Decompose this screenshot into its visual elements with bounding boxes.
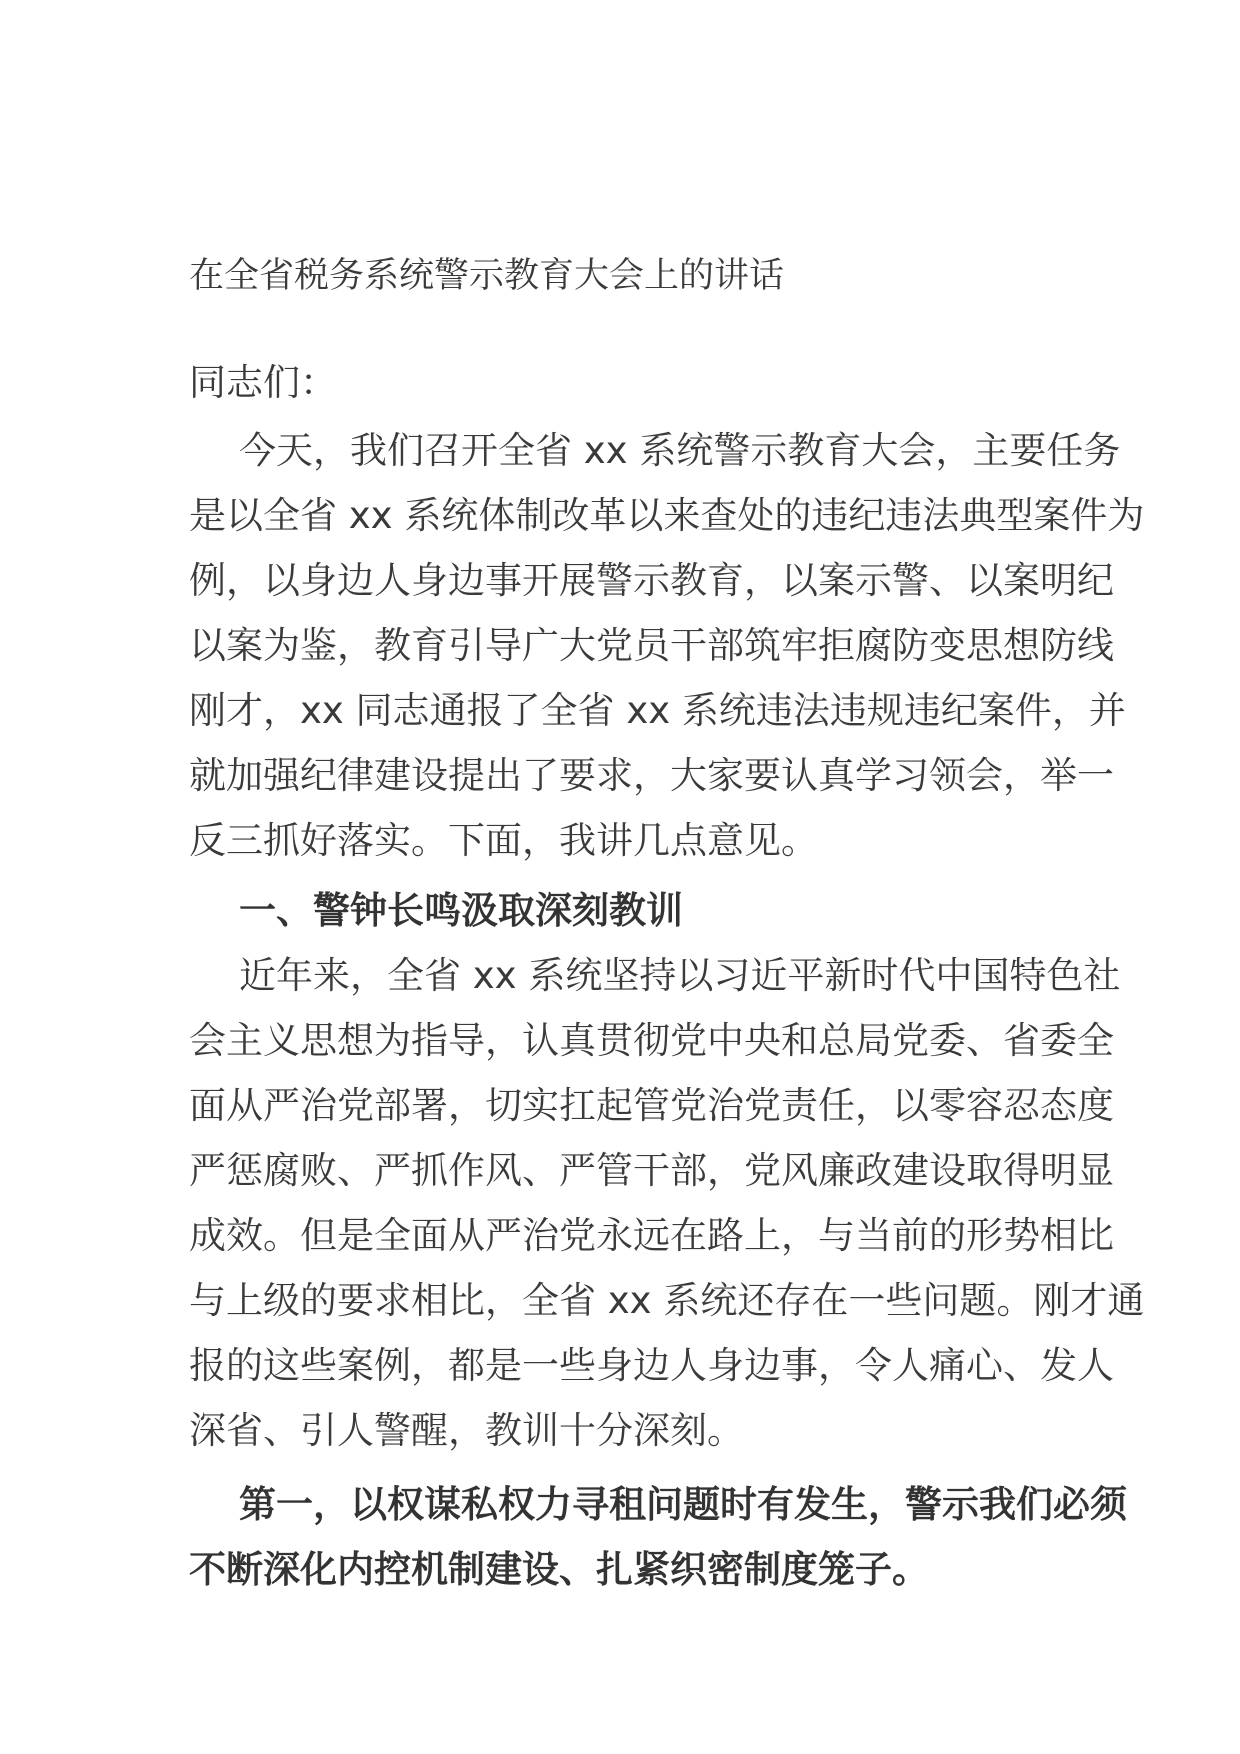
paragraph-line: 就加强纪律建设提出了要求，大家要认真学习领会，举一 bbox=[189, 754, 1114, 797]
paragraph-line: 今天，我们召开全省 xx 系统警示教育大会，主要任务 bbox=[239, 429, 1121, 472]
paragraph-line: 会主义思想为指导，认真贯彻党中央和总局党委、省委全 bbox=[189, 1019, 1114, 1062]
document-title: 在全省税务系统警示教育大会上的讲话 bbox=[189, 256, 785, 296]
paragraph-line: 与上级的要求相比，全省 xx 系统还存在一些问题。刚才通 bbox=[189, 1279, 1145, 1322]
paragraph-line: 刚才，xx 同志通报了全省 xx 系统违法违规违纪案件，并 bbox=[189, 689, 1126, 732]
point-line: 不断深化内控机制建设、扎紧织密制度笼子。 bbox=[189, 1548, 929, 1591]
paragraph-line: 例，以身边人身边事开展警示教育，以案示警、以案明纪 bbox=[189, 559, 1114, 602]
point-line: 第一，以权谋私权力寻租问题时有发生，警示我们必须 bbox=[239, 1483, 1127, 1526]
paragraph-line: 以案为鉴，教育引导广大党员干部筑牢拒腐防变思想防线 bbox=[189, 624, 1114, 667]
paragraph-line: 深省、引人警醒，教训十分深刻。 bbox=[189, 1409, 744, 1452]
paragraph-line: 是以全省 xx 系统体制改革以来查处的违纪违法典型案件为 bbox=[189, 494, 1145, 537]
paragraph-line: 报的这些案例，都是一些身边人身边事，令人痛心、发人 bbox=[189, 1344, 1114, 1387]
salutation: 同志们： bbox=[189, 361, 337, 404]
paragraph-line: 近年来，全省 xx 系统坚持以习近平新时代中国特色社 bbox=[239, 954, 1121, 997]
paragraph-line: 严惩腐败、严抓作风、严管干部，党风廉政建设取得明显 bbox=[189, 1149, 1114, 1192]
section-heading: 一、警钟长鸣汲取深刻教训 bbox=[239, 889, 683, 932]
paragraph-line: 反三抓好落实。下面，我讲几点意见。 bbox=[189, 819, 818, 862]
paragraph-line: 成效。但是全面从严治党永远在路上，与当前的形势相比 bbox=[189, 1214, 1114, 1257]
paragraph-line: 面从严治党部署，切实扛起管党治党责任，以零容忍态度 bbox=[189, 1084, 1114, 1127]
